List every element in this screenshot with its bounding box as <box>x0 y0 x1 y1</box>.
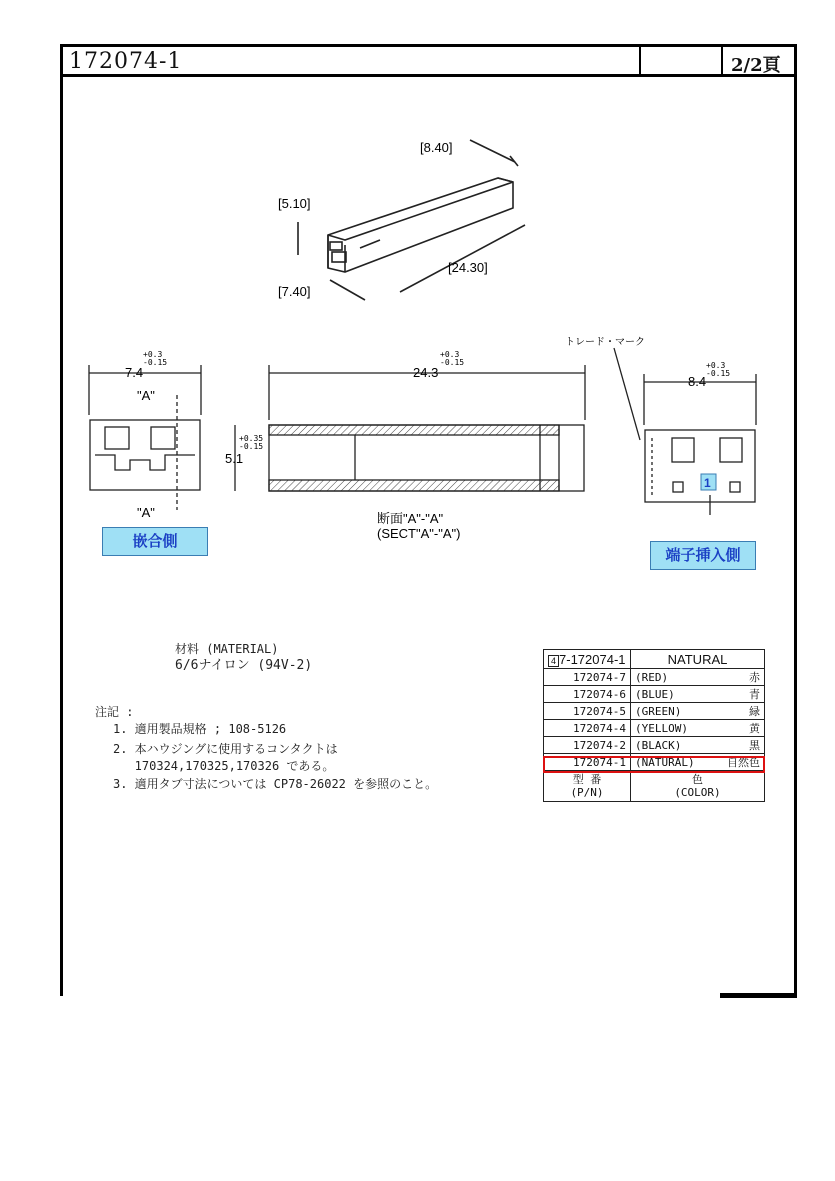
section-h-tol-plus: +0.35 <box>239 434 264 443</box>
section-length-dim: 24.3 <box>413 365 439 380</box>
row-color-jp: 自然色 <box>714 754 765 771</box>
note-item: 2. 本ハウジングに使用するコンタクトは <box>113 742 338 756</box>
rear-tol-minus: -0.15 <box>706 369 731 378</box>
mating-side-label: 嵌合側 <box>102 527 208 556</box>
rear-tol-plus: +0.3 <box>706 361 726 370</box>
notes-heading: 注記 : <box>95 705 134 719</box>
row-part-number: 172074-2 <box>544 737 631 754</box>
table-row <box>544 686 765 703</box>
selected-row-highlight <box>543 756 765 773</box>
row-color-en: (BLACK) <box>631 737 714 754</box>
section-view <box>225 345 595 545</box>
row-color-jp: 赤 <box>714 669 765 686</box>
part-number: 172074-1 <box>69 49 183 74</box>
section-height-dim: 5.1 <box>225 451 244 466</box>
pn-header-en: (P/N) <box>570 786 604 799</box>
front-tol-minus: -0.15 <box>143 358 168 367</box>
color-variant-table <box>543 649 765 802</box>
table-row <box>544 737 765 754</box>
row-color-jp: 黒 <box>714 737 765 754</box>
table-header-row <box>544 650 765 669</box>
row-part-number: 172074-4 <box>544 720 631 737</box>
note-item: 1. 適用製品規格 ; 108-5126 <box>113 722 287 736</box>
page-number: 2/2頁 <box>731 55 781 76</box>
note-item: 170324,170325,170326 である。 <box>113 759 335 773</box>
pin-number: 1 <box>704 476 711 490</box>
iso-depth-dim: [7.40] <box>278 284 311 299</box>
front-tol-plus: +0.3 <box>143 350 163 359</box>
row-color-jp: 緑 <box>714 703 765 720</box>
frame-bottom-mark <box>720 993 797 998</box>
iso-length-dim: [24.30] <box>448 260 488 275</box>
section-h-tol-minus: -0.15 <box>239 442 264 451</box>
trademark-label: トレード・マーク <box>565 337 645 348</box>
section-caption-en: (SECT"A"-"A") <box>377 526 461 541</box>
row-part-number: 172074-7 <box>544 669 631 686</box>
row-color-en: (GREEN) <box>631 703 714 720</box>
color-header-en: (COLOR) <box>674 786 721 799</box>
table-footer-row <box>544 771 765 802</box>
title-divider <box>639 47 641 74</box>
rear-width-dim: 8.4 <box>688 374 707 389</box>
table-row <box>544 703 765 720</box>
row-color-en: (BLUE) <box>631 686 714 703</box>
row-color-jp: 青 <box>714 686 765 703</box>
table-row <box>544 669 765 686</box>
row-color-jp: 黄 <box>714 720 765 737</box>
base-part-number: 7-172074-1 <box>559 651 626 667</box>
material-heading: 材料 (MATERIAL) <box>175 642 279 656</box>
iso-height-dim: [5.10] <box>278 196 311 211</box>
base-color: NATURAL <box>631 650 765 669</box>
material-spec: 6/6ナイロン (94V-2) <box>175 658 313 673</box>
isometric-view <box>270 130 560 310</box>
title-divider <box>721 47 723 74</box>
section-caption-jp: 断面"A"-"A" <box>377 511 444 526</box>
section-tol-minus: -0.15 <box>440 358 465 367</box>
rear-view <box>560 330 770 525</box>
title-block <box>60 44 797 77</box>
front-view <box>85 345 215 525</box>
section-tol-plus: +0.3 <box>440 350 460 359</box>
row-part-number: 172074-5 <box>544 703 631 720</box>
revision-triangle-icon: 4 <box>548 655 559 667</box>
iso-width-dim: [8.40] <box>420 140 453 155</box>
front-section-mark-bottom: "A" <box>137 505 155 520</box>
terminal-insertion-side-label: 端子挿入側 <box>650 541 756 570</box>
row-color-en: (RED) <box>631 669 714 686</box>
row-color-en: (NATURAL) <box>631 754 714 771</box>
pn-header-jp: 型 番 <box>572 773 602 786</box>
row-part-number: 172074-1 <box>544 754 631 771</box>
note-item: 3. 適用タブ寸法については CP78-26022 を参照のこと。 <box>113 777 438 791</box>
table-row <box>544 720 765 737</box>
color-header-jp: 色 <box>692 773 703 786</box>
front-width-dim: 7.4 <box>125 365 144 380</box>
row-part-number: 172074-6 <box>544 686 631 703</box>
front-section-mark-top: "A" <box>137 388 155 403</box>
row-color-en: (YELLOW) <box>631 720 714 737</box>
